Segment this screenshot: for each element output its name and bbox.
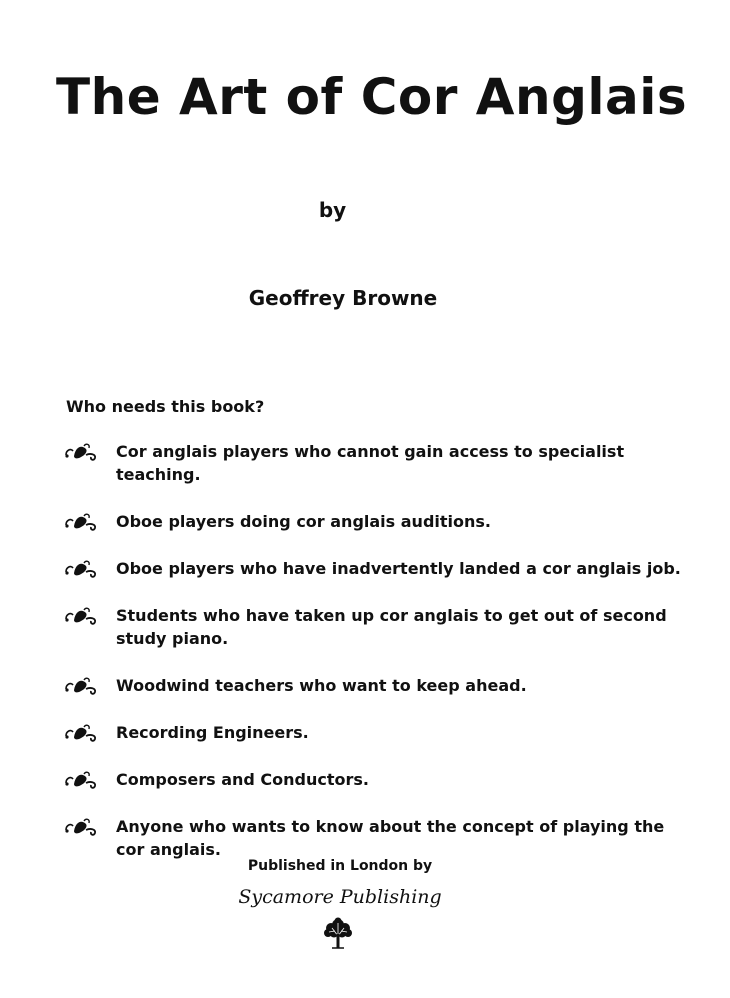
list-item	[64, 604, 684, 650]
list-item	[64, 557, 684, 580]
ornament-flourish-icon	[64, 768, 100, 790]
list-item	[64, 768, 684, 791]
list-item-text: Anyone who wants to know about the concept of playing the cor anglais.	[116, 817, 665, 859]
ornament-flourish-icon	[64, 815, 100, 837]
list-item	[64, 721, 684, 744]
audience-list	[64, 440, 684, 885]
list-item-text: Students who have taken up cor anglais to get out of second study piano.	[116, 606, 667, 648]
list-item-text: Composers and Conductors.	[116, 770, 370, 789]
list-item-text: Oboe players who have inadvertently landed a cor anglais job.	[116, 559, 681, 578]
sycamore-tree-icon	[322, 916, 354, 950]
audience-question: Who needs this book?	[66, 397, 265, 416]
list-item	[64, 440, 684, 486]
byline: by	[318, 198, 347, 222]
ornament-flourish-icon	[64, 721, 100, 743]
author-name: Geoffrey Browne	[248, 286, 438, 310]
publisher-name: Sycamore Publishing	[238, 886, 442, 908]
ornament-flourish-icon	[64, 674, 100, 696]
list-item	[64, 674, 684, 697]
list-item-text: Woodwind teachers who want to keep ahead.	[116, 676, 527, 695]
ornament-flourish-icon	[64, 557, 100, 579]
book-title: The Art of Cor Anglais	[56, 68, 688, 126]
list-item	[64, 815, 684, 861]
ornament-flourish-icon	[64, 604, 100, 626]
list-item	[64, 510, 684, 533]
ornament-flourish-icon	[64, 440, 100, 462]
ornament-flourish-icon	[64, 510, 100, 532]
list-item-text: Oboe players doing cor anglais auditions.	[116, 512, 491, 531]
published-line: Published in London by	[247, 858, 433, 874]
list-item-text: Cor anglais players who cannot gain access to specialist teaching.	[116, 442, 625, 484]
list-item-text: Recording Engineers.	[116, 723, 309, 742]
